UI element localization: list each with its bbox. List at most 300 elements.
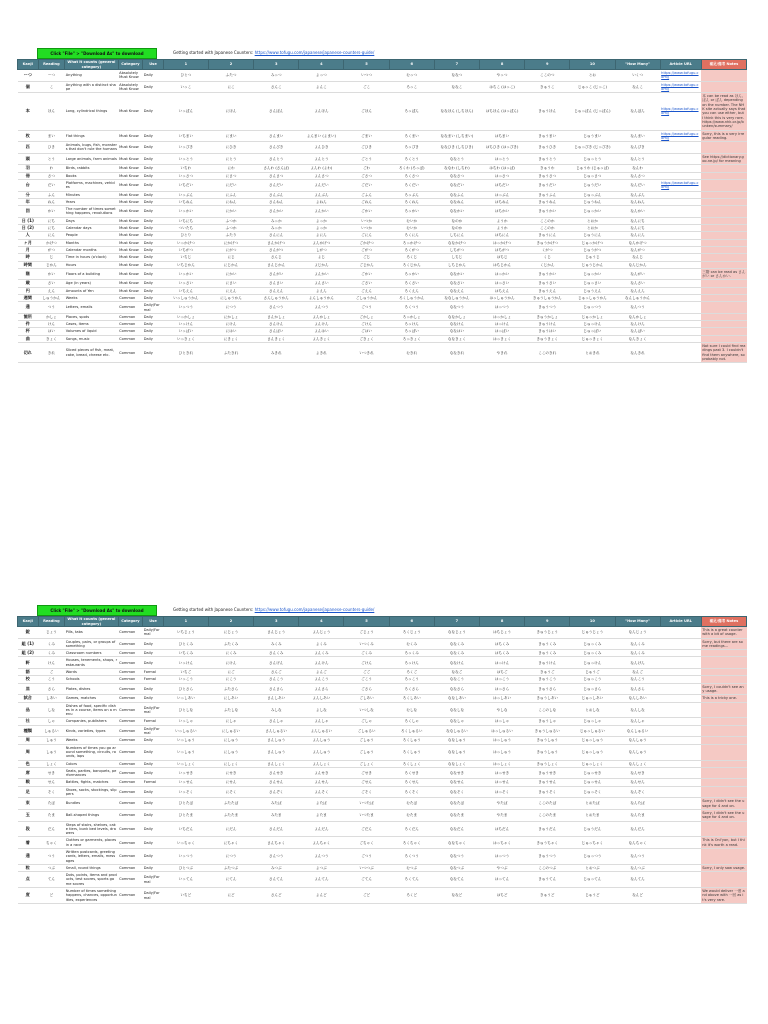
count-reading-cell: ななたば [434, 798, 479, 810]
how-many-cell: なんご [615, 669, 660, 676]
count-reading-cell: ろくまい [389, 130, 434, 142]
what-it-counts-cell: Companies, publishers [65, 718, 118, 725]
count-reading-cell: よんひき [299, 142, 344, 154]
count-reading-cell: はちご [479, 669, 524, 676]
notes-cell [701, 246, 746, 253]
what-it-counts-cell: Pills, tabs [65, 627, 118, 639]
use-cell: Daily/Formal [143, 302, 164, 314]
count-reading-cell: さんだい [254, 179, 299, 191]
article-url-cell [660, 343, 701, 363]
count-reading-cell: いちじょう [163, 627, 208, 639]
how-many-cell: なんげん [615, 657, 660, 669]
use-cell: Daily [143, 93, 164, 130]
how-many-cell: なんきれ [615, 343, 660, 363]
kanji-cell: 段 [18, 821, 39, 837]
kanji-cell: 語 [18, 669, 39, 676]
article-url-cell [660, 335, 701, 342]
count-reading-cell: はっさつ [479, 172, 524, 179]
count-reading-cell: むたば [389, 798, 434, 810]
kanji-cell: 台 [18, 179, 39, 191]
how-many-cell: なんさつ [615, 172, 660, 179]
count-reading-cell: ろくにん [389, 232, 434, 239]
how-many-cell: なんにち [615, 217, 660, 224]
use-cell: Daily [143, 294, 164, 301]
reading-cell: ひき [38, 142, 65, 154]
count-reading-cell: ろくど [389, 888, 434, 904]
column-header: 補足/備考 Notes [701, 617, 746, 627]
reading-cell: えん [38, 287, 65, 294]
use-cell: Daily [143, 191, 164, 198]
count-reading-cell: ろくさい [389, 280, 434, 287]
count-reading-cell: よんほん [299, 93, 344, 130]
article-url-cell [660, 638, 701, 650]
count-reading-cell: みきれ [254, 343, 299, 363]
table-row [18, 165, 747, 172]
notes-cell [701, 786, 746, 798]
use-cell: Daily [143, 287, 164, 294]
kanji-cell: 切れ [18, 343, 39, 363]
category-cell: Common [118, 737, 143, 744]
count-reading-cell: にちゃく [208, 837, 253, 849]
notes-cell [701, 280, 746, 287]
count-reading-cell: にまい [208, 130, 253, 142]
count-reading-cell: にだい [208, 179, 253, 191]
how-many-cell: なんかしょ [615, 313, 660, 320]
count-reading-cell: きゅうはい [525, 328, 570, 335]
count-reading-cell: はっしゅうかん [479, 294, 524, 301]
count-reading-cell: ごがつ [344, 246, 389, 253]
count-reading-cell: よんつう [299, 848, 344, 864]
count-reading-cell: よんご [299, 669, 344, 676]
count-reading-cell: はっとう [479, 153, 524, 165]
count-reading-cell: よんしゅう [299, 744, 344, 760]
count-reading-cell: じゅっしょく [570, 760, 615, 767]
notes-cell [701, 848, 746, 864]
count-reading-cell: きゅうかしょ [525, 313, 570, 320]
kanji-cell: 冊 [18, 172, 39, 179]
count-reading-cell: はっぱい [479, 328, 524, 335]
count-reading-cell: いっけん [163, 657, 208, 669]
article-url-cell [660, 198, 701, 205]
what-it-counts-cell: Bundles [65, 798, 118, 810]
count-reading-cell: ごえん [344, 287, 389, 294]
column-header: 5 [344, 617, 389, 627]
use-cell: Daily [143, 786, 164, 798]
reading-cell: てん [38, 872, 65, 888]
table-row [18, 239, 747, 246]
count-reading-cell: よんせん [299, 779, 344, 786]
count-reading-cell: ななたま [434, 809, 479, 821]
count-reading-cell: につう [208, 848, 253, 864]
column-header: "How Many" [615, 60, 660, 70]
reading-cell: まい [38, 130, 65, 142]
count-reading-cell: ななかげつ [434, 239, 479, 246]
count-reading-cell: はっけん [479, 321, 524, 328]
table-row [18, 287, 747, 294]
count-reading-cell: ななひき (しちひき) [434, 142, 479, 154]
table-row [18, 81, 747, 93]
column-header: 6 [389, 617, 434, 627]
reading-cell: つう [38, 848, 65, 864]
count-reading-cell: ろくつう [389, 848, 434, 864]
count-reading-cell: はっこう [479, 676, 524, 683]
count-reading-cell: にさい [208, 280, 253, 287]
count-reading-cell: きゅうこ [525, 81, 570, 93]
source-link[interactable]: https://www.tofugu.com/japanese/japanese-counters-guide/ [254, 607, 375, 612]
kanji-cell: 階 [18, 268, 39, 280]
count-reading-cell: ななこう [434, 676, 479, 683]
count-reading-cell: ろくじょう [389, 627, 434, 639]
count-reading-cell: よんわ (よわ) [299, 165, 344, 172]
how-many-cell: なんつぶ [615, 864, 660, 871]
notes-cell: 本 can be read as ほん, ぼん or ぽん depending on the number. The NHK site actually says that you can use either, but I think this is very rare. https://www.nhk.or.jp/bunken/summary/ [702, 94, 746, 129]
how-many-cell: なんだん [615, 821, 660, 837]
count-reading-cell: ここのか [525, 217, 570, 224]
count-reading-cell: ななしょく [434, 760, 479, 767]
notes-cell [701, 872, 746, 888]
category-cell: Common [118, 760, 143, 767]
reading-cell: しょく [38, 760, 65, 767]
kanji-cell: 分 [18, 191, 39, 198]
reading-cell: せん [38, 779, 65, 786]
count-reading-cell: はちえん [479, 287, 524, 294]
count-reading-cell: ななしな [434, 702, 479, 718]
use-cell: Daily/Formal [143, 725, 164, 737]
count-reading-cell: さんつう [254, 302, 299, 314]
count-reading-cell: ごしゅう [344, 737, 389, 744]
count-reading-cell: さんがい [254, 268, 299, 280]
count-reading-cell: さんしゃ [254, 718, 299, 725]
source-line [173, 607, 374, 612]
article-url-link[interactable]: https://www.tofugu.com/j [660, 81, 701, 93]
category-cell: Must Know [118, 261, 143, 268]
use-cell: Daily [143, 695, 164, 702]
column-header: Use [143, 60, 164, 70]
how-many-cell: なんけん [615, 321, 660, 328]
count-reading-cell: にご [208, 669, 253, 676]
what-it-counts-cell: The number of times something happens, revolutions [65, 206, 118, 218]
table-body [18, 70, 747, 363]
what-it-counts-cell: Anything with a distinct shape [65, 81, 118, 93]
count-reading-cell: よんちゃく [299, 837, 344, 849]
count-reading-cell: はっかい [479, 268, 524, 280]
table-row [18, 683, 747, 695]
count-reading-cell: ろっぴき [389, 142, 434, 154]
count-reading-cell: いちねん [163, 198, 208, 205]
counters-table [17, 616, 747, 904]
source-link[interactable]: https://www.tofugu.com/japanese/japanese-counters-guide/ [254, 50, 375, 55]
article-url-cell [660, 217, 701, 224]
article-url-cell [660, 153, 701, 165]
how-many-cell: なんきょく [615, 335, 660, 342]
notes-cell [701, 650, 746, 657]
count-reading-cell: ごさつ [344, 172, 389, 179]
count-reading-cell: とおか [570, 217, 615, 224]
reading-cell: にん [38, 232, 65, 239]
table-row [18, 268, 747, 280]
count-reading-cell: よんまい (よまい) [299, 130, 344, 142]
column-header: 9 [525, 60, 570, 70]
count-reading-cell: ふたくみ [208, 638, 253, 650]
count-reading-cell: なのか [434, 217, 479, 224]
download-instructions-banner[interactable]: Click "File" > "Download As" to download [37, 48, 157, 59]
notes-cell [701, 767, 746, 779]
notes-cell [701, 179, 746, 191]
article-url-cell [660, 695, 701, 702]
use-cell: Daily [143, 130, 164, 142]
count-reading-cell: じゅっかしょ [570, 313, 615, 320]
count-reading-cell: ここのきれ [525, 343, 570, 363]
count-reading-cell: よんしゅうかん [299, 294, 344, 301]
count-reading-cell: ろっこう [389, 676, 434, 683]
what-it-counts-cell: Games, matches [65, 695, 118, 702]
reading-cell: ふん [38, 191, 65, 198]
category-cell: Common [118, 657, 143, 669]
article-url-cell [660, 142, 701, 154]
what-it-counts-cell: Books [65, 172, 118, 179]
count-reading-cell: ろくわ (ろっぱ) [389, 165, 434, 172]
use-cell: Daily [143, 848, 164, 864]
use-cell: Daily [143, 809, 164, 821]
table-row [18, 246, 747, 253]
use-cell: Daily [143, 81, 164, 93]
count-reading-cell: ごこう [344, 676, 389, 683]
what-it-counts-cell: Steps of stairs, shelves, cake tiers, bunk bed levels, drawers [65, 821, 118, 837]
count-reading-cell: ごだん [344, 821, 389, 837]
count-reading-cell: ようか [479, 217, 524, 224]
how-many-cell: なんてん [615, 872, 660, 888]
count-reading-cell: ろっけん [389, 321, 434, 328]
count-reading-cell: よんとう [299, 153, 344, 165]
column-header: What it counts (general category) [65, 60, 118, 70]
count-reading-cell: きゅうつう [525, 302, 570, 314]
count-reading-cell: やしな [479, 702, 524, 718]
count-reading-cell: ろっかい [389, 268, 434, 280]
count-reading-cell: ここのつ [525, 70, 570, 82]
count-reading-cell: ななそく [434, 786, 479, 798]
count-reading-cell: さんけん [254, 321, 299, 328]
count-reading-cell: ななしゅうかん [434, 294, 479, 301]
reading-cell: こう [38, 676, 65, 683]
category-cell: Common [118, 725, 143, 737]
how-many-cell: なんぷん [615, 191, 660, 198]
reading-cell: はい [38, 328, 65, 335]
what-it-counts-cell: Words [65, 669, 118, 676]
count-reading-cell: いちど [163, 888, 208, 904]
article-url-link[interactable]: https://www.tofugu.com/j [660, 130, 701, 142]
count-reading-cell: じゅうど [570, 888, 615, 904]
table-body [18, 627, 747, 904]
article-url-cell [660, 261, 701, 268]
count-reading-cell: さんぷん [254, 191, 299, 198]
table-row [18, 93, 747, 130]
count-reading-cell: ろくしゅう [389, 737, 434, 744]
column-header: Article URL [660, 617, 701, 627]
article-url-link[interactable]: https://www.tofugu.com/j [660, 70, 701, 82]
count-reading-cell: きゅうきょく [525, 335, 570, 342]
use-cell: Daily [143, 328, 164, 335]
count-reading-cell: きゅうかげつ [525, 239, 570, 246]
count-reading-cell: ごにん [344, 232, 389, 239]
count-reading-cell: ごけん [344, 657, 389, 669]
table-row [18, 172, 747, 179]
table-row [18, 821, 747, 837]
reading-cell: けん [38, 657, 65, 669]
reading-cell: きょく [38, 335, 65, 342]
reading-cell: しあい [38, 695, 65, 702]
table-row [18, 760, 747, 767]
how-many-cell: なんせき [615, 767, 660, 779]
how-many-cell: なんかげつ [615, 239, 660, 246]
notes-cell [701, 760, 746, 767]
column-header: Kanji [18, 617, 39, 627]
article-url-cell [660, 744, 701, 760]
count-reading-cell: じゅうねん [570, 198, 615, 205]
column-header: 2 [208, 60, 253, 70]
count-reading-cell: はちだい [479, 179, 524, 191]
what-it-counts-cell: Months [65, 239, 118, 246]
count-reading-cell: ななじょう [434, 627, 479, 639]
count-reading-cell: ごつう [344, 302, 389, 314]
count-reading-cell: じゅっせき [570, 767, 615, 779]
what-it-counts-cell: Letters, emails [65, 302, 118, 314]
table-row [18, 335, 747, 342]
column-header: 4 [299, 60, 344, 70]
count-reading-cell: むいか [389, 225, 434, 232]
count-reading-cell: よんくみ [299, 650, 344, 657]
count-reading-cell: ろくつう [389, 302, 434, 314]
count-reading-cell: じゅっけん [570, 321, 615, 328]
count-reading-cell: いっぷん [163, 191, 208, 198]
article-url-cell [660, 206, 701, 218]
count-reading-cell: きゅうかい [525, 206, 570, 218]
use-cell: Daily [143, 280, 164, 287]
kanji-cell: 人 [18, 232, 39, 239]
count-reading-cell: さんしょく [254, 760, 299, 767]
count-reading-cell: みたば [254, 798, 299, 810]
category-cell: Common [118, 864, 143, 871]
count-reading-cell: ふたたば [208, 798, 253, 810]
count-reading-cell: ついたち [163, 225, 208, 232]
count-reading-cell: よんけん [299, 321, 344, 328]
count-reading-cell: ここのたば [525, 798, 570, 810]
count-reading-cell: はっしゅう [479, 737, 524, 744]
count-reading-cell: にせん [208, 779, 253, 786]
count-reading-cell: きゅうじょう [525, 627, 570, 639]
category-cell: Common [118, 872, 143, 888]
count-reading-cell: きゅうせき [525, 767, 570, 779]
count-reading-cell: はっかしょ [479, 313, 524, 320]
count-reading-cell: みしな [254, 702, 299, 718]
article-url-cell [660, 676, 701, 683]
count-reading-cell: ろくがつ [389, 246, 434, 253]
what-it-counts-cell: Weeks [65, 294, 118, 301]
download-instructions-banner[interactable]: Click "File" > "Download As" to download [37, 605, 157, 616]
top-bar [17, 48, 747, 59]
count-reading-cell: ふたきれ [208, 343, 253, 363]
what-it-counts-cell: Sliced pieces of fish, meat, cake, bread, cheese etc. [65, 343, 118, 363]
notes-cell [701, 335, 746, 342]
count-reading-cell: じゅっこう [570, 676, 615, 683]
column-header: 補足/備考 Notes [701, 60, 746, 70]
count-reading-cell: やたば [479, 798, 524, 810]
count-reading-cell: にひき [208, 142, 253, 154]
count-reading-cell: はっつう [479, 302, 524, 314]
category-cell: Must Know [118, 254, 143, 261]
reading-cell: しゅうかん [38, 294, 65, 301]
column-header: What it counts (general category) [65, 617, 118, 627]
use-cell: Daily [143, 650, 164, 657]
count-reading-cell: いちくみ [163, 650, 208, 657]
count-reading-cell: はちひき (はっぴき) [479, 142, 524, 154]
count-reading-cell: いっしゅう [163, 737, 208, 744]
count-reading-cell: にかしょ [208, 313, 253, 320]
column-header: Category [118, 617, 143, 627]
how-many-cell: なんど [615, 888, 660, 904]
reading-cell: けん [38, 321, 65, 328]
category-cell: Must Know [118, 206, 143, 218]
count-reading-cell: さんぞく [254, 786, 299, 798]
notes-cell: This is Onl'yon, but I think it's worth a read. [702, 838, 745, 847]
what-it-counts-cell: Small, round things [65, 864, 118, 871]
count-reading-cell: じゅっつう [570, 848, 615, 864]
count-reading-cell: いっこ [163, 81, 208, 93]
kanji-cell: 日 (1) [18, 217, 39, 224]
kanji-cell: 時間 [18, 261, 39, 268]
count-reading-cell: にだん [208, 821, 253, 837]
article-url-link[interactable]: https://www.tofugu.com/j [660, 93, 701, 130]
what-it-counts-cell: Places, spots [65, 313, 118, 320]
column-header: 7 [434, 617, 479, 627]
count-reading-cell: じゅっとう [570, 153, 615, 165]
count-reading-cell: ななきょく [434, 335, 479, 342]
reading-cell: ほん [38, 93, 65, 130]
count-reading-cell: はっそく [479, 786, 524, 798]
use-cell: Daily [143, 638, 164, 650]
count-reading-cell: さんきょく [254, 335, 299, 342]
count-reading-cell: ごそく [344, 786, 389, 798]
article-url-cell [660, 294, 701, 301]
kanji-cell: ーつ [18, 70, 39, 82]
count-reading-cell: いっしゅう [163, 744, 208, 760]
count-reading-cell: いつか [344, 225, 389, 232]
count-reading-cell: さんじょう [254, 627, 299, 639]
count-reading-cell: ろっこ [389, 81, 434, 93]
count-reading-cell: きゅうご [525, 669, 570, 676]
count-reading-cell: よんだい [299, 179, 344, 191]
category-cell: Common [118, 821, 143, 837]
count-reading-cell: ななけん [434, 657, 479, 669]
kanji-cell: 試合 [18, 695, 39, 702]
category-cell: Common [118, 888, 143, 904]
article-url-cell [660, 239, 701, 246]
article-url-link[interactable]: https://www.tofugu.com/j [660, 179, 701, 191]
how-many-cell: なんさい [615, 280, 660, 287]
table-row [18, 786, 747, 798]
count-reading-cell: いちわ [163, 165, 208, 172]
count-reading-cell: じゅうまい [570, 130, 615, 142]
count-reading-cell: ごてん [344, 872, 389, 888]
how-many-cell: なんしゅるい [615, 725, 660, 737]
category-cell: Common [118, 302, 143, 314]
count-reading-cell: きゅうしゅうかん [525, 294, 570, 301]
table-row [18, 872, 747, 888]
category-cell: Common [118, 650, 143, 657]
count-reading-cell: さんさつ [254, 172, 299, 179]
count-reading-cell: にわ [208, 165, 253, 172]
category-cell: Common [118, 638, 143, 650]
table-row [18, 343, 747, 363]
